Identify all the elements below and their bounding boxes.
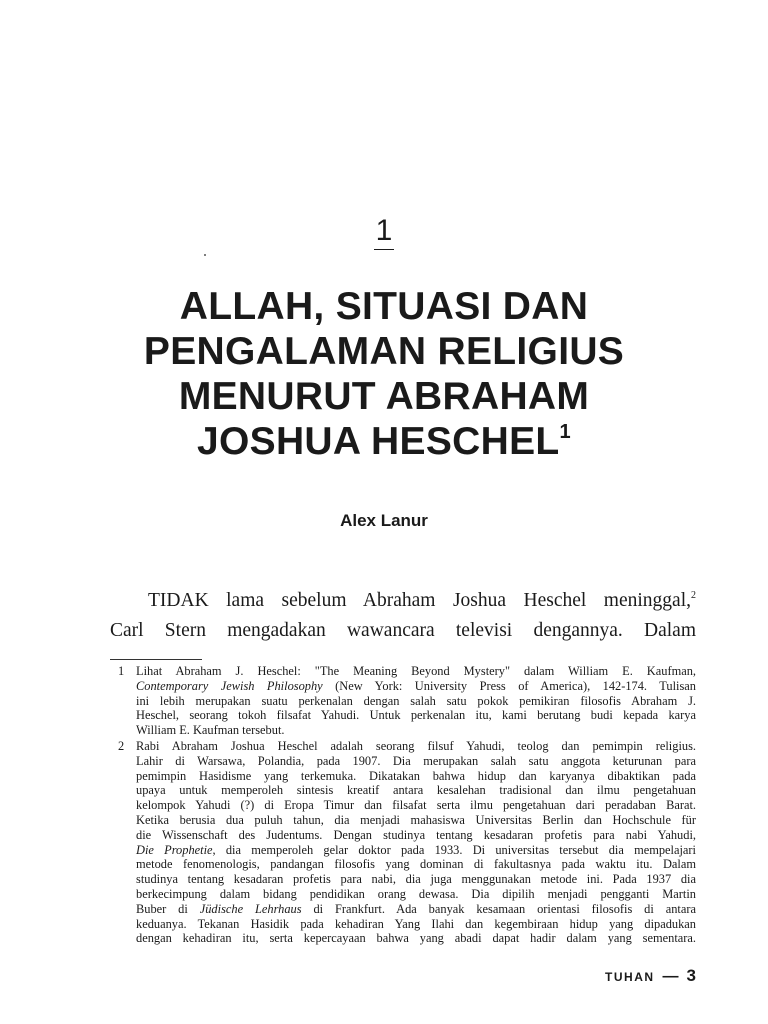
- footnote-line: [136, 917, 696, 932]
- footnote-line: [136, 843, 696, 858]
- footnote-text: die Wissenschaft des Judentums. Dengan studinya tentang kesadaran profetis para nabi Yahudi,: [136, 827, 696, 842]
- body-line-1: [110, 586, 696, 616]
- footnote-line: [136, 813, 696, 828]
- page-number: 3: [686, 966, 696, 985]
- body-footnote-marker: 2: [691, 590, 696, 601]
- body-line-1-text: TIDAK lama sebelum Abraham Joshua Heschel meninggal,: [148, 590, 691, 611]
- footnote-italic-text: Contemporary Jewish Philosophy: [136, 678, 323, 693]
- body-line-2: Carl Stern mengadakan wawancara televisi dengannya. Dalam: [110, 620, 696, 641]
- footnote: [118, 664, 696, 738]
- footnote-text: metode fenomenologis, pandangan filosofis yang dominan di fakultasnya pada waktu itu. Dalam: [136, 857, 696, 872]
- footnote-text: Heschel, seorang tokoh filsafat Yahudi. Untuk perkenalan itu, kami berutang budi kepada karya: [136, 708, 696, 723]
- footnote-text: Buber di: [136, 901, 200, 916]
- footnote-text: Rabi Abraham Joshua Heschel adalah seorang filsuf Yahudi, teolog dan pemimpin religius.: [136, 738, 696, 753]
- footnote-italic-text: Jüdische Lehrhaus: [199, 901, 302, 916]
- footnote-text: keduanya. Tekanan Hasidik pada kehadiran Yang Ilahi dan kegembiraan hidup yang dipadukan: [136, 916, 696, 931]
- footnote-line: [136, 798, 696, 813]
- footnote-line: [136, 872, 696, 887]
- footnote-italic-text: Die Prophetie: [136, 842, 213, 857]
- print-speck: [204, 254, 206, 256]
- title-line-4: [0, 419, 768, 464]
- footnote-text: Lihat Abraham J. Heschel: "The Meaning Beyond Mystery" dalam William E. Kaufman,: [136, 664, 696, 678]
- footnote-text: berkecimpung dalam bidang pendidikan orang dewasa. Dia dipilih menjadi pengganti Martin: [136, 886, 696, 901]
- footnote-line: [136, 857, 696, 872]
- footnote-line: [136, 708, 696, 723]
- footnote-line: [136, 931, 696, 946]
- footnote-number: 1: [118, 664, 125, 678]
- footnote-line: [136, 828, 696, 843]
- footnote-text: kelompok Yahudi (?) di Eropa Timur dan filsafat serta ilmu pengetahuan dari peradaban Barat.: [136, 798, 696, 813]
- title-line-4-text: JOSHUA HESCHEL: [197, 420, 560, 463]
- title-line-3: MENURUT ABRAHAM: [178, 375, 590, 418]
- footnote-text: , dia memperoleh gelar doktor pada 1933. Di universitas tersebut dia mempelajari: [212, 842, 696, 857]
- chapter-number-text: 1: [374, 214, 395, 250]
- footnote-line: [136, 769, 696, 784]
- footnote-number: 2: [118, 738, 125, 753]
- footnote-text: (New York: University Press of America), 142-174. Tulisan: [322, 678, 696, 693]
- footnote-line: [136, 783, 696, 798]
- chapter-title: [0, 284, 768, 464]
- author-name: Alex Lanur: [340, 511, 428, 530]
- footnote-text: ini lebih merupakan suatu perkenalan dengan salah satu pokok pemikiran filosofis Abraham J.: [136, 693, 696, 708]
- body-paragraph: [110, 586, 696, 646]
- footnote-text: William E. Kaufman tersebut.: [136, 723, 285, 738]
- footnotes: [118, 664, 696, 947]
- footnote-text: upaya untuk memperoleh sintesis kreatif antara kesalehan tradisional dan ilmu pengetahuan: [136, 783, 696, 798]
- footnote-line: [136, 754, 696, 769]
- page-footer: [605, 966, 696, 986]
- title-line-2: PENGALAMAN RELIGIUS: [143, 330, 625, 373]
- footnote-text: Lahir di Warsawa, Polandia, pada 1907. Dia merupakan salah satu anggota keturunan para: [136, 753, 696, 768]
- footnote-line: [136, 679, 696, 694]
- footnote-text: pemimpin Hasidisme yang terkemuka. Dikatakan bahwa hidup dan karyanya dibaktikan pada: [136, 768, 696, 783]
- footer-dash: —: [662, 968, 679, 985]
- footnote-line: [136, 739, 696, 754]
- footnote-text: Ketika berusia dua puluh tahun, dia menjadi mahasiswa Universitas Berlin dan Hochschule für: [136, 812, 696, 827]
- footnote-separator: [110, 659, 202, 660]
- footnote-line: [136, 694, 696, 709]
- footnote-text: di Frankfurt. Ada banyak kesamaan orientasi filosofis di antara: [301, 901, 696, 916]
- footnote-line: [136, 887, 696, 902]
- footnote-line: [136, 902, 696, 917]
- chapter-number: [0, 214, 768, 250]
- title-footnote-marker: 1: [559, 421, 571, 443]
- running-head: TUHAN: [605, 970, 655, 984]
- footnote-line: [136, 723, 696, 738]
- footnote: [118, 739, 696, 946]
- footnote-text: dengan kehadiran itu, serta kepercayaan bahwa yang abadi dapat hadir dalam yang sementara.: [136, 931, 696, 946]
- footnote-line: [136, 664, 696, 679]
- footnote-text: studinya tentang kesadaran profetis para nabi, dia juga menggunakan metode ini. Pada 1937 dia: [136, 872, 696, 887]
- title-line-1: ALLAH, SITUASI DAN: [179, 285, 589, 328]
